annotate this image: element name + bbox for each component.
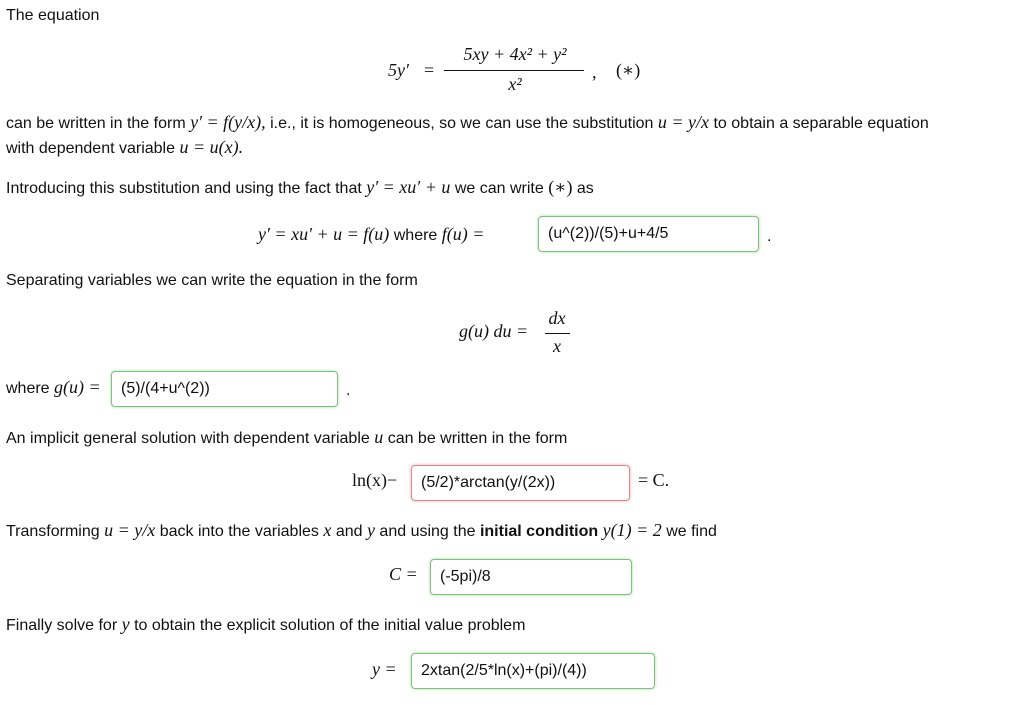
para2-text-a: Introducing this substitution and using the fact that	[6, 180, 362, 197]
para1-math-dependent: u = u(x).	[179, 137, 244, 157]
para6-line	[6, 613, 525, 637]
para5-text-d: and using the	[379, 523, 476, 540]
para1-line1	[6, 111, 929, 135]
eq1-lhs: 5y′	[388, 60, 409, 80]
para5-line	[6, 519, 717, 543]
fu-answer-input[interactable]: (u^(2))/(5)+u+4/5	[538, 216, 759, 252]
para2-math-derivative: y′ = xu′ + u	[366, 177, 451, 197]
para5-text-c: and	[335, 523, 363, 540]
eq1-equals: =	[424, 60, 435, 80]
eq1-fraction-bar	[444, 70, 584, 71]
para4-text-b: can be written in the form	[387, 430, 568, 447]
gu-answer-input[interactable]: (5)/(4+u^(2))	[111, 371, 338, 407]
eq1-tag: (∗)	[616, 60, 641, 80]
para6-math-y: y	[121, 614, 130, 634]
eq1-comma: ,	[592, 62, 597, 82]
para4-text-a: An implicit general solution with dependent variable	[6, 430, 370, 447]
fu-row-label	[258, 223, 484, 247]
para2-text-c: as	[576, 180, 594, 197]
fu-where: where	[393, 227, 438, 244]
para1-line2	[6, 136, 243, 160]
implicit-rhs: = C.	[638, 470, 670, 490]
para4-math-u: u	[374, 427, 384, 447]
para5-math-y: y	[366, 520, 375, 540]
para1-math-substitution: u = y/x	[657, 112, 710, 132]
para1-math-form: y′ = f(y/x),	[190, 112, 266, 132]
para6-text-b: to obtain the explicit solution of the initial value problem	[134, 617, 526, 634]
para5-math-initial: y(1) = 2	[602, 520, 662, 540]
implicit-lhs: ln(x)−	[352, 470, 398, 490]
y-label: y =	[372, 659, 397, 679]
para1-text-d: with dependent variable	[6, 140, 176, 157]
eq2-lhs: g(u) du =	[459, 321, 529, 341]
fu-math-lhs: y′ = xu′ + u = f(u)	[258, 224, 390, 244]
fu-period: .	[767, 228, 772, 245]
para1-text-b: i.e., it is homogeneous, so we can use the substitution	[270, 115, 654, 132]
para5-bold-initial-condition: initial condition	[479, 523, 599, 540]
eq2-denominator: x	[553, 336, 561, 356]
para1-text-c: to obtain a separable equation	[713, 115, 929, 132]
para5-math-substitution: u = y/x	[104, 520, 156, 540]
para3-text: Separating variables we can write the equation in the form	[6, 272, 418, 289]
para5-text-e: we find	[666, 523, 717, 540]
intro-text: The equation	[6, 7, 100, 24]
para2-math-tag: (∗)	[548, 177, 573, 197]
para4-line	[6, 426, 567, 450]
y-answer-input[interactable]: 2xtan(2/5*ln(x)+(pi)/(4))	[411, 653, 655, 689]
implicit-answer-input[interactable]: (5/2)*arctan(y/(2x))	[411, 465, 630, 501]
para6-text-a: Finally solve for	[6, 617, 118, 634]
eq1-numerator: 5xy + 4x² + y²	[463, 44, 567, 64]
para2-text-b: we can write	[454, 180, 544, 197]
para2-line	[6, 176, 594, 200]
fu-math-label: f(u) =	[441, 224, 485, 244]
para1-text-a: can be written in the form	[6, 115, 186, 132]
gu-where: where	[6, 380, 50, 397]
c-label: C =	[389, 564, 418, 584]
c-answer-input[interactable]: (-5pi)/8	[430, 559, 632, 595]
gu-row-label	[6, 376, 101, 400]
eq2-numerator: dx	[548, 308, 566, 328]
para5-math-x: x	[323, 520, 332, 540]
gu-math-label: g(u) =	[54, 377, 101, 397]
eq2-fraction-bar	[545, 333, 570, 334]
para5-text-a: Transforming	[6, 523, 100, 540]
gu-period: .	[346, 382, 351, 399]
eq1-denominator: x²	[508, 74, 522, 94]
para5-text-b: back into the variables	[159, 523, 319, 540]
